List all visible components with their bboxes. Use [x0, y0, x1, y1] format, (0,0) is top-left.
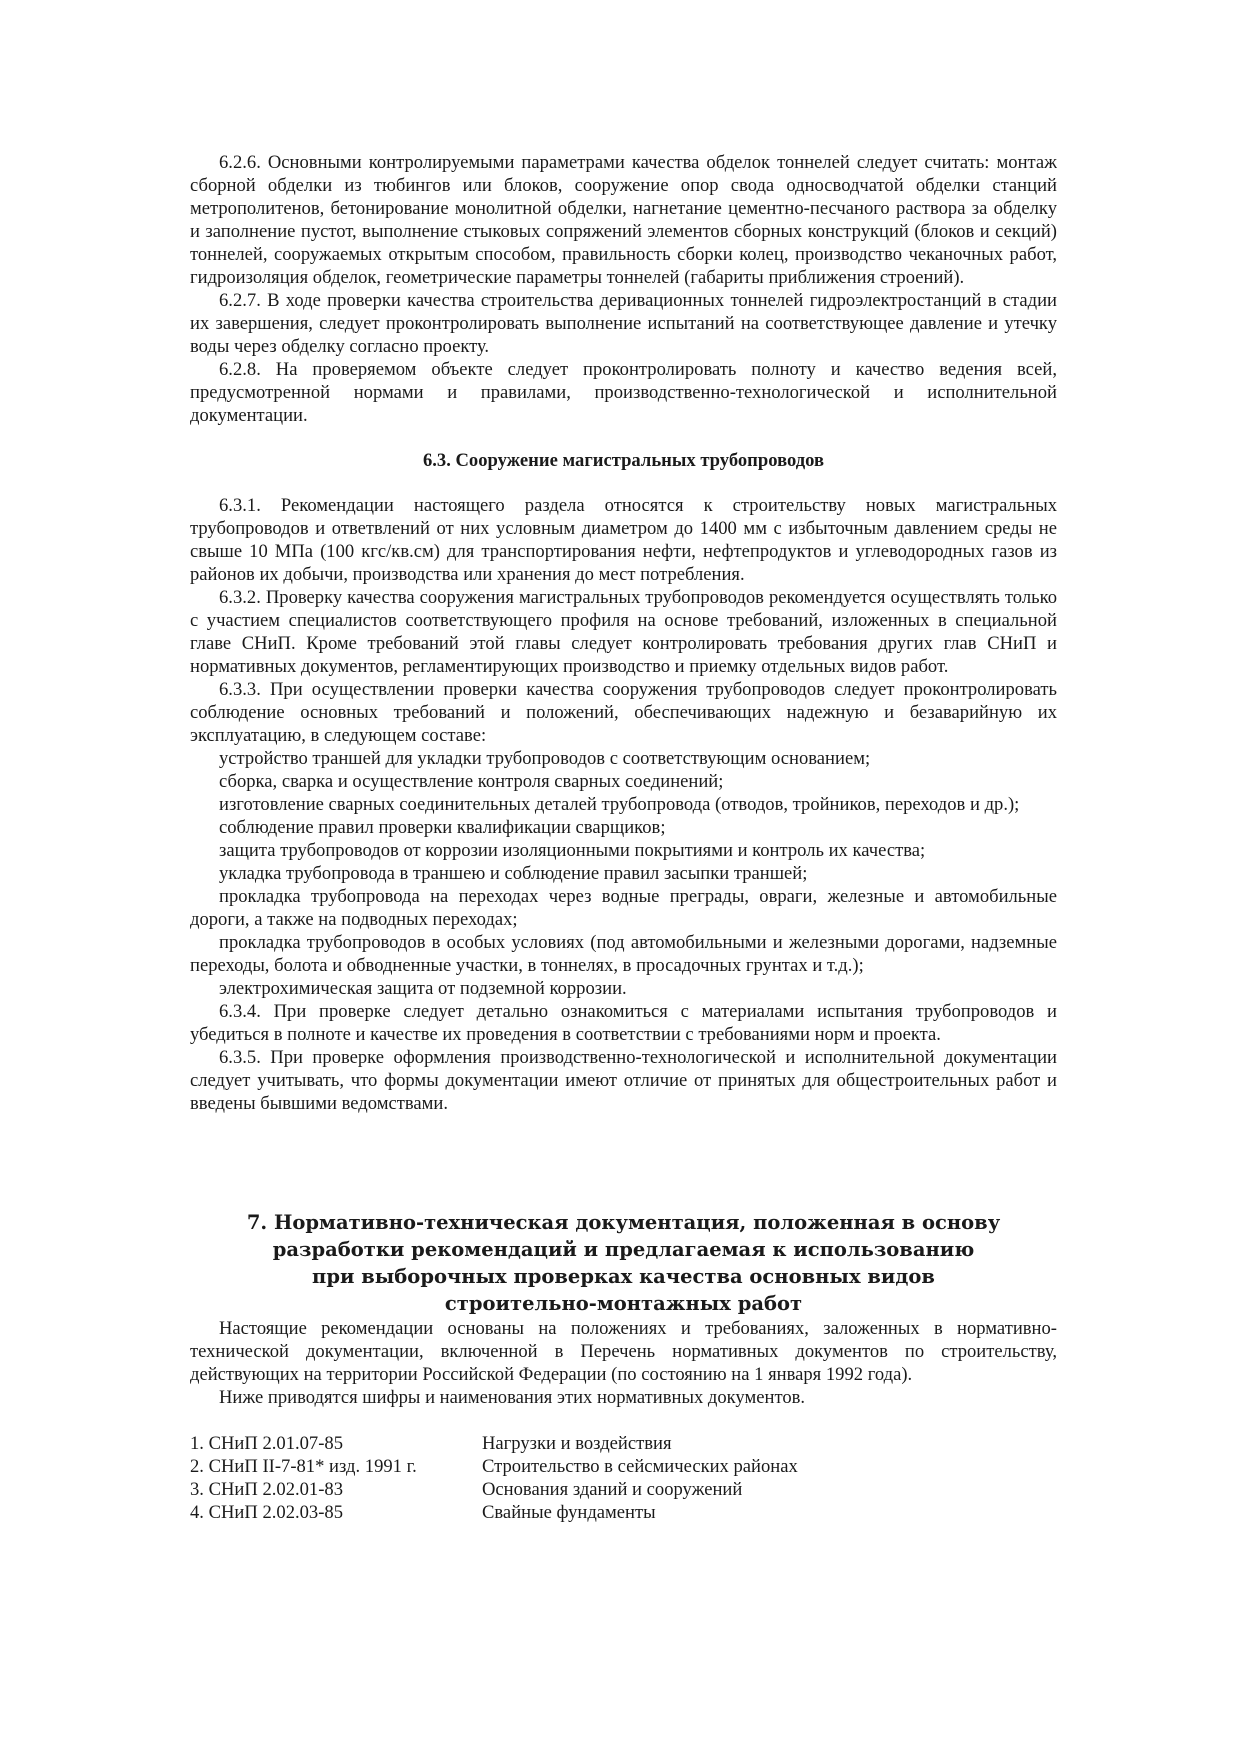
- paragraph-6-3-5: 6.3.5. При проверке оформления производственно-технологической и исполнительной документации следует учитывать, что формы документации имеют отличие от принятых для общестроительных работ и введены бывшими ведомствами.: [190, 1047, 1057, 1114]
- list-item-welding: сборка, сварка и осуществление контроля сварных соединений;: [219, 771, 724, 792]
- list-item-electrochemical: электрохимическая защита от подземной коррозии.: [219, 978, 627, 999]
- paragraph-6-3-3: 6.3.3. При осуществлении проверки качества сооружения трубопроводов следует проконтролировать соблюдение основных требований и положений, обеспечивающих надежную и безаварийную их эксплуатацию, в следующем составе:: [190, 679, 1057, 746]
- paragraph-7-list-lead: Ниже приводятся шифры и наименования этих нормативных документов.: [219, 1387, 806, 1408]
- list-item: [190, 1501, 1057, 1524]
- list-item-trenches: устройство траншей для укладки трубопроводов с соответствующим основанием;: [219, 748, 871, 769]
- section-7-heading-line: строительно-монтажных работ: [444, 1292, 803, 1315]
- section-7-heading-line: при выборочных проверках качества основных видов: [312, 1265, 935, 1288]
- document-code: 2. СНиП II-7-81* изд. 1991 г.: [190, 1456, 417, 1477]
- paragraph-6-2-8: 6.2.8. На проверяемом объекте следует проконтролировать полноту и качество ведения всей, предусмотренной нормами и правилами, производственно-технологической и исполнительной документации.: [190, 359, 1057, 426]
- paragraph-6-3-2: 6.3.2. Проверку качества сооружения магистральных трубопроводов рекомендуется осуществлять только с участием специалистов соответствующего профиля на основе требований, изложенных в специальной главе СНиП. Кроме требований этой главы следует контролировать требования других глав СНиП и нормативных документов, регламентирующих производство и приемку отдельных видов работ.: [190, 587, 1057, 677]
- list-item: [190, 1455, 1057, 1478]
- section-7-heading: [190, 1209, 1057, 1317]
- document-title: Основания зданий и сооружений: [482, 1479, 743, 1500]
- list-item-fittings: изготовление сварных соединительных деталей трубопровода (отводов, тройников, переходов и др.);: [219, 794, 1020, 815]
- paragraph-6-2-6: 6.2.6. Основными контролируемыми параметрами качества обделок тоннелей следует считать: монтаж сборной обделки из тюбингов или блоков, сооружение опор свода односводчатой обделки станций метрополитенов, бетонирование монолитной обделки, нагнетание цементно-песчаного раствора за обделку и заполнение пустот, выполнение стыковых сопряжений элементов сборных конструкций (блоков и секций) тоннелей, сооружаемых открытым способом, правильность сборки колец, производство чеканочных работ, гидроизоляция обделок, геометрические параметры тоннелей (габариты приближения строений).: [190, 152, 1057, 288]
- document-title: Свайные фундаменты: [482, 1502, 656, 1523]
- list-item-corrosion-coating: защита трубопроводов от коррозии изоляционными покрытиями и контроль их качества;: [219, 840, 926, 861]
- section-7-heading-line: 7. Нормативно-техническая документация, положенная в основу: [246, 1211, 1001, 1234]
- document-title: Нагрузки и воздействия: [482, 1433, 672, 1454]
- section-6-3-heading: 6.3. Сооружение магистральных трубопроводов: [422, 450, 825, 471]
- document-code: 4. СНиП 2.02.03-85: [190, 1502, 344, 1523]
- document-page: [190, 151, 1057, 1524]
- paragraph-6-2-7: 6.2.7. В ходе проверки качества строительства деривационных тоннелей гидроэлектростанций в стадии их завершения, следует проконтролировать выполнение испытаний на соответствующее давление и утечку воды через обделку согласно проекту.: [190, 290, 1057, 357]
- list-item-special-conditions: прокладка трубопроводов в особых условиях (под автомобильными и железными дорогами, надземные переходы, болота и обводненные участки, в тоннелях, в просадочных грунтах и т.д.);: [190, 932, 1057, 976]
- list-item-welder-qualification: соблюдение правил проверки квалификации сварщиков;: [219, 817, 666, 838]
- paragraph-7-intro: Настоящие рекомендации основаны на положениях и требованиях, заложенных в нормативно-технической документации, включенной в Перечень нормативных документов по строительству, действующих на территории Российской Федерации (по состоянию на 1 января 1992 года).: [190, 1318, 1057, 1385]
- document-code: 1. СНиП 2.01.07-85: [190, 1433, 344, 1454]
- section-7-heading-line: разработки рекомендаций и предлагаемая к использованию: [272, 1238, 975, 1261]
- list-item: [190, 1432, 1057, 1455]
- list-item: [190, 1478, 1057, 1501]
- document-title: Строительство в сейсмических районах: [482, 1456, 798, 1477]
- list-item-crossings: прокладка трубопровода на переходах через водные преграды, овраги, железные и автомобильные дороги, а также на подводных переходах;: [190, 886, 1057, 930]
- paragraph-6-3-1: 6.3.1. Рекомендации настоящего раздела относятся к строительству новых магистральных трубопроводов и ответвлений от них условным диаметром до 1400 мм с избыточным давлением среды не свыше 10 МПа (100 кгс/кв.см) для транспортирования нефти, нефтепродуктов и углеводородных газов из районов их добычи, производства или хранения до мест потребления.: [190, 495, 1057, 585]
- paragraph-6-3-4: 6.3.4. При проверке следует детально ознакомиться с материалами испытания трубопроводов и убедиться в полноте и качестве их проведения в соответствии с требованиями норм и проекта.: [190, 1001, 1057, 1045]
- document-code: 3. СНиП 2.02.01-83: [190, 1479, 344, 1500]
- list-item-laying: укладка трубопровода в траншею и соблюдение правил засыпки траншей;: [219, 863, 808, 884]
- normative-documents-list: [190, 1432, 1057, 1524]
